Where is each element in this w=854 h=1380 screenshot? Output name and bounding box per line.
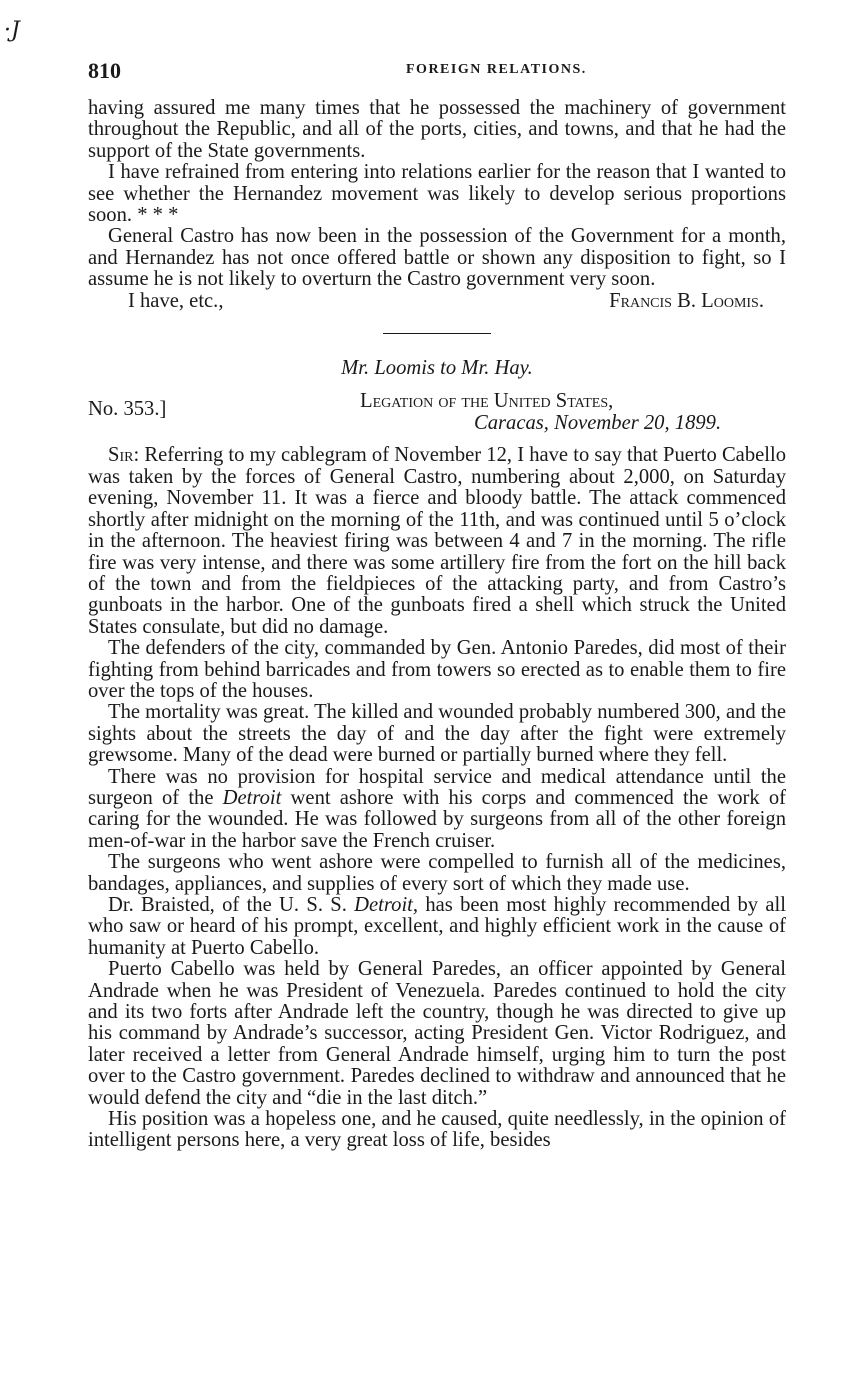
legation-line: Legation of the United States, — [360, 390, 614, 413]
page-body — [88, 98, 786, 1152]
letter-title: Mr. Loomis to Mr. Hay. — [341, 357, 533, 380]
place-date: Caracas, November 20, 1899. — [474, 412, 722, 435]
paragraph: I have refrained from entering into relations earlier for the reason that I wanted to see whether the Hernandez movement was likely to develop serious proportions soon. * * * — [88, 161, 786, 227]
paragraph — [88, 767, 786, 853]
salutation: Sir: — [108, 444, 140, 467]
paragraph-text: has been most highly recommended by all who saw or heard of his prompt, excellent, and highly efficient work in the cause of humanity at Puerto Cabello. — [88, 894, 786, 959]
paragraph-text: Referring to my cablegram of November 12, I have to say that Puerto Cabello was taken by the forces of General Castro, numbering about 2,000, on Saturday evening, November 11. It was a fierce and bloody battle. The attack commenced shortly after midnight on the morning of the 11th, and was continued until 5 o’clock in the afternoon. The heaviest firing was between 4 and 7 in the morning. The rifle fire was very intense, and there was some artillery fire from the fort on the hill back of the town and from the fieldpieces of the attacking party, and from Castro’s gunboats in the harbor. One of the gunboats fired a shell which struck the United States consulate, but did no damage. — [88, 444, 786, 638]
page-header — [88, 58, 788, 86]
page-number: 810 — [88, 58, 121, 83]
paragraph-text: went ashore with his corps and commenced the work of caring for the wounded. He was followed by surgeons from all of the other foreign men-of-war in the harbor save the French cruiser. — [88, 786, 786, 852]
paragraph-text: There was no provision for hospital service and medical attendance until the surgeon of the — [88, 765, 786, 809]
ship-name: Detroit, — [354, 894, 419, 916]
paragraph — [88, 445, 786, 638]
running-head: FOREIGN RELATIONS. — [406, 62, 587, 77]
letter-heading — [88, 391, 786, 441]
signature-block — [88, 291, 786, 312]
section-divider — [383, 333, 491, 334]
paragraph: having assured me many times that he possessed the machinery of government throughout the Republic, and all of the ports, cities, and towns, and that he had the support of the State governments. — [88, 97, 786, 162]
paragraph: The mortality was great. The killed and wounded probably numbered 300, and the sights about the streets the day of and the day after the fight were extremely grewsome. Many of the dead were burned or partially burned where they fell. — [88, 701, 786, 767]
paragraph: General Castro has now been in the possession of the Government for a month, and Hernandez has not once offered battle or shown any disposition to fight, so I assume he is not likely to overturn the Castro government very soon. — [88, 225, 786, 291]
paragraph: The defenders of the city, commanded by Gen. Antonio Paredes, did most of their fighting from behind barricades and from towers so erected as to enable them to fire over the tops of the houses. — [88, 637, 786, 702]
margin-mark: ·J — [4, 18, 20, 43]
ship-name: Detroit — [222, 786, 282, 809]
signature: Francis B. Loomis. — [609, 289, 764, 312]
paragraph — [88, 895, 786, 959]
paragraph: The surgeons who went ashore were compelled to furnish all of the medicines, bandages, appliances, and supplies of every sort of which they made use. — [88, 851, 786, 895]
paragraph-text: Dr. Braisted, of the U. S. S. — [108, 894, 355, 916]
despatch-number: No. 353.] — [88, 398, 167, 421]
closing: I have, etc., — [128, 289, 224, 312]
paragraph: His position was a hopeless one, and he caused, quite needlessly, in the opinion of intelligent persons here, a very great loss of life, besides — [88, 1108, 786, 1152]
paragraph: Puerto Cabello was held by General Paredes, an officer appointed by General Andrade when he was President of Venezuela. Paredes continued to hold the city and its two forts after Andrade left the country, though he was directed to give up his command by Andrade’s successor, acting President Gen. Victor Rodriguez, and later received a letter from General Andrade himself, urging him to turn the post over to the Castro government. Paredes declined to withdraw and announced that he would defend the city and “die in the last ditch.” — [88, 958, 786, 1109]
